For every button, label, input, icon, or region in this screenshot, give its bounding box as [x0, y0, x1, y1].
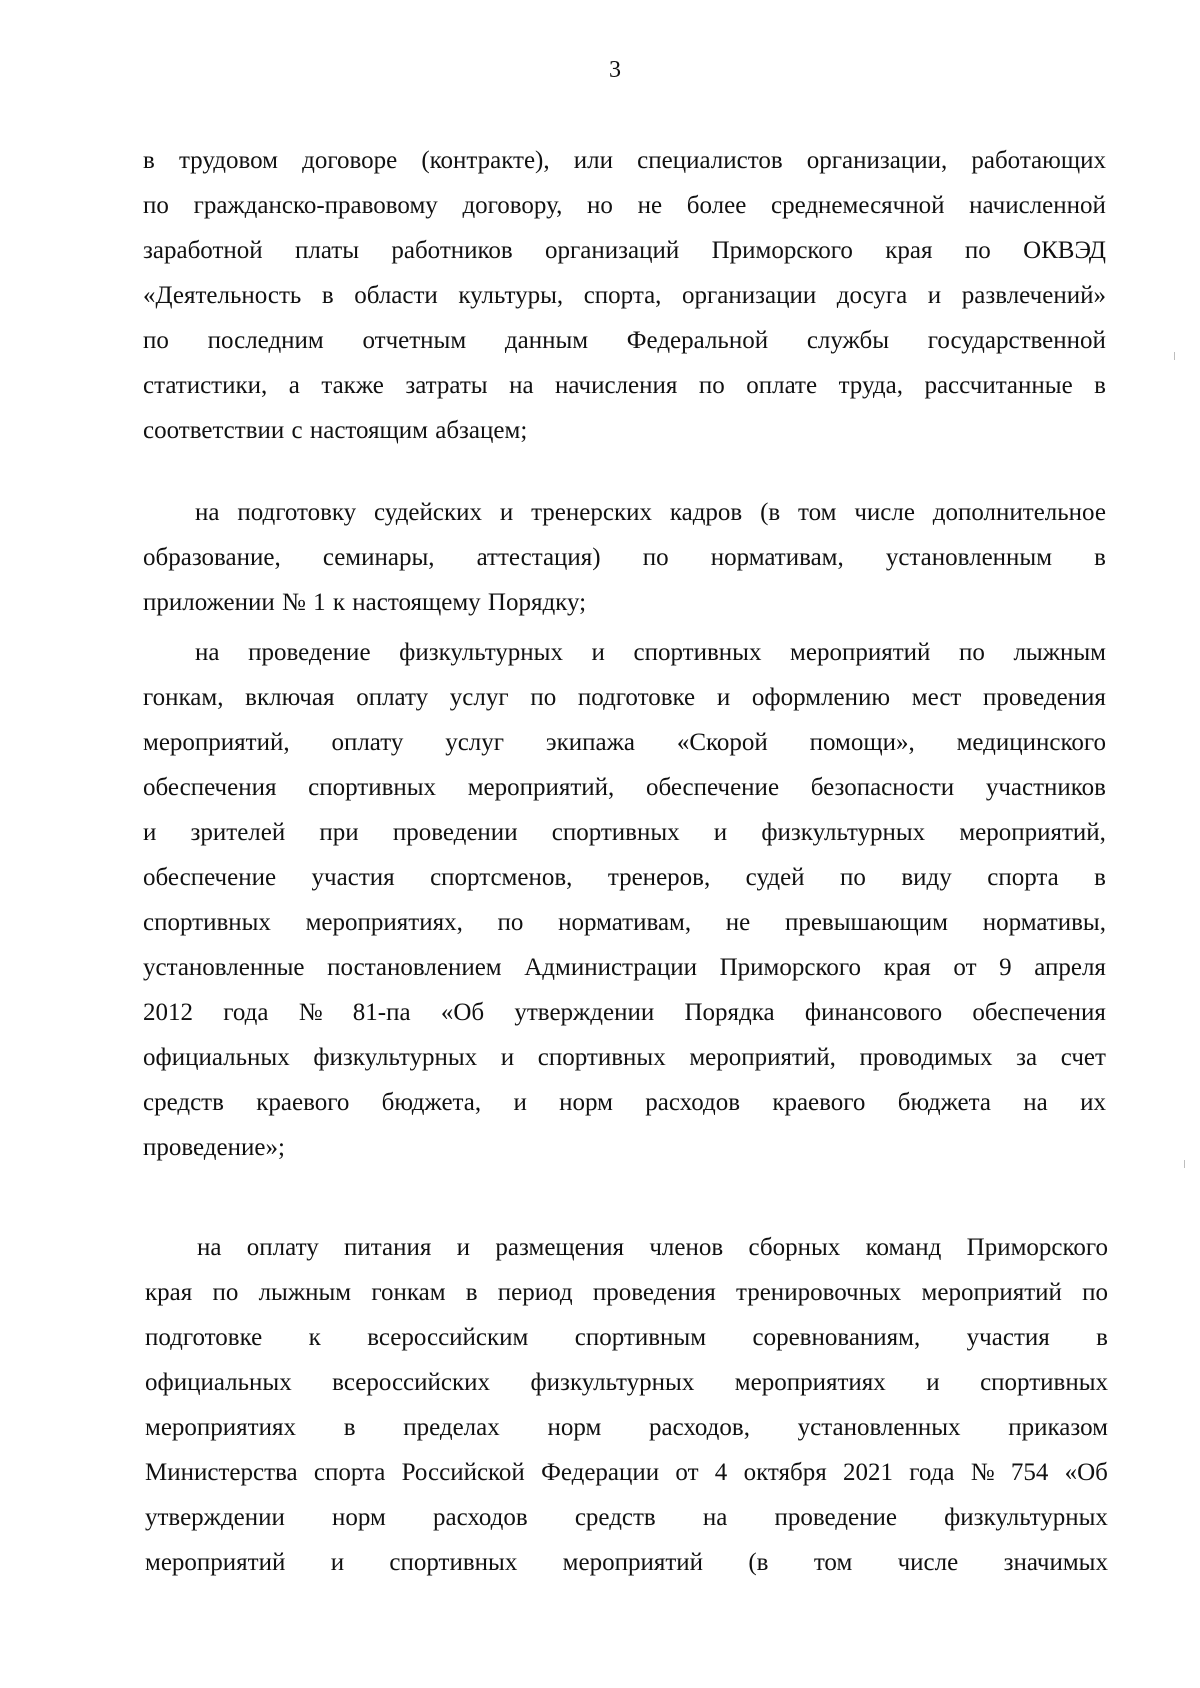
paragraph-4: [145, 1225, 1108, 1585]
text-line: на подготовку судейских и тренерских кадров (в том числе дополнительное: [195, 499, 1106, 526]
text-line: проведение»;: [143, 1134, 285, 1161]
text-line: спортивных мероприятиях, по нормативам, не превышающим нормативы,: [143, 909, 1106, 936]
text-line: обеспечения спортивных мероприятий, обеспечение безопасности участников: [143, 774, 1106, 801]
text-line: края по лыжным гонкам в период проведения тренировочных мероприятий по: [145, 1279, 1108, 1306]
text-line: средств краевого бюджета, и норм расходов краевого бюджета на их: [143, 1089, 1106, 1116]
text-line: по последним отчетным данным Федеральной службы государственной: [143, 327, 1106, 354]
text-line: официальных всероссийских физкультурных мероприятиях и спортивных: [145, 1369, 1108, 1396]
paragraph-2: [143, 490, 1106, 625]
text-line: на проведение физкультурных и спортивных мероприятий по лыжным: [195, 639, 1106, 666]
text-line: мероприятий, оплату услуг экипажа «Скорой помощи», медицинского: [143, 729, 1106, 756]
text-line: Министерства спорта Российской Федерации от 4 октября 2021 года № 754 «Об: [145, 1459, 1108, 1486]
text-line: «Деятельность в области культуры, спорта, организации досуга и развлечений»: [143, 282, 1106, 309]
text-line: утверждении норм расходов средств на проведение физкультурных: [145, 1504, 1108, 1531]
text-line: мероприятиях в пределах норм расходов, установленных приказом: [145, 1414, 1108, 1441]
text-line: установленные постановлением Администрации Приморского края от 9 апреля: [143, 954, 1106, 981]
paragraph-1: [143, 138, 1106, 453]
text-line: образование, семинары, аттестация) по нормативам, установленным в: [143, 544, 1106, 571]
text-line: обеспечение участия спортсменов, тренеров, судей по виду спорта в: [143, 864, 1106, 891]
text-line: на оплату питания и размещения членов сборных команд Приморского: [197, 1234, 1108, 1261]
text-line: официальных физкультурных и спортивных мероприятий, проводимых за счет: [143, 1044, 1106, 1071]
text-line: и зрителей при проведении спортивных и физкультурных мероприятий,: [143, 819, 1106, 846]
text-line: соответствии с настоящим абзацем;: [143, 417, 528, 444]
paragraph-3: [143, 630, 1106, 1170]
text-line: приложении № 1 к настоящему Порядку;: [143, 589, 587, 616]
scan-artifact: [1184, 1160, 1185, 1168]
text-line: в трудовом договоре (контракте), или специалистов организации, работающих: [143, 147, 1106, 174]
text-line: подготовке к всероссийским спортивным соревнованиям, участия в: [145, 1324, 1108, 1351]
text-line: по гражданско-правовому договору, но не более среднемесячной начисленной: [143, 192, 1106, 219]
text-line: заработной платы работников организаций Приморского края по ОКВЭД: [143, 237, 1106, 264]
text-line: статистики, а также затраты на начисления по оплате труда, рассчитанные в: [143, 372, 1106, 399]
text-line: гонкам, включая оплату услуг по подготовке и оформлению мест проведения: [143, 684, 1106, 711]
page-number: 3: [609, 57, 621, 83]
text-line: мероприятий и спортивных мероприятий (в том числе значимых: [145, 1549, 1108, 1576]
text-line: 2012 года № 81-па «Об утверждении Порядка финансового обеспечения: [143, 999, 1106, 1026]
scan-artifact: [1174, 352, 1175, 360]
